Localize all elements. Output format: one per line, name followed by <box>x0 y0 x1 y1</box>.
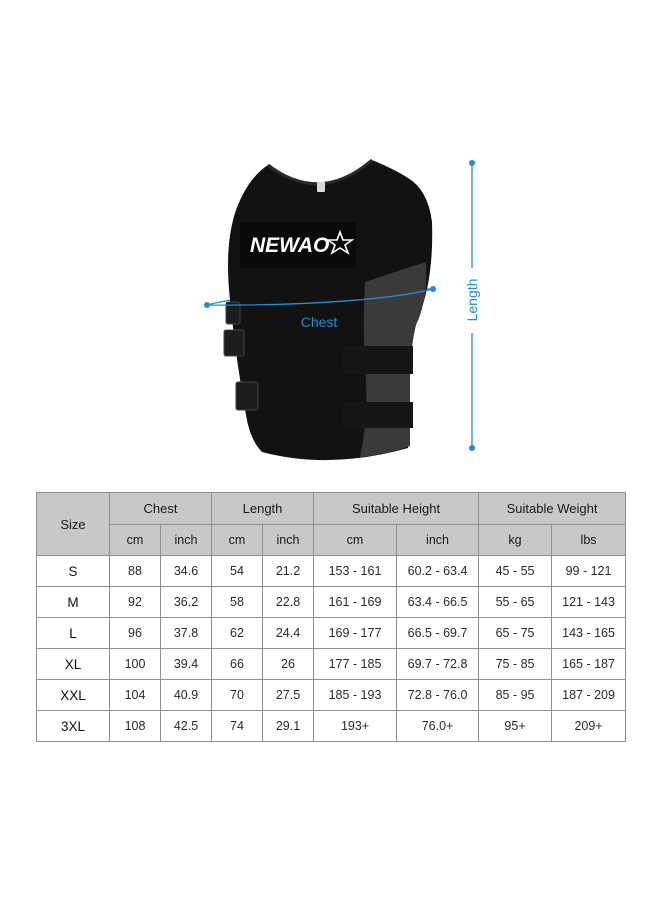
table-cell: 161 - 169 <box>314 587 397 618</box>
table-row <box>37 587 626 618</box>
length-dot-bottom <box>469 445 475 451</box>
length-dot-top <box>469 160 475 166</box>
table-cell: 143 - 165 <box>552 618 626 649</box>
table-cell: 37.8 <box>161 618 212 649</box>
table-cell: 187 - 209 <box>552 680 626 711</box>
table-cell: 153 - 161 <box>314 556 397 587</box>
buckle-middle <box>224 330 244 356</box>
table-cell: 34.6 <box>161 556 212 587</box>
table-cell: 70 <box>212 680 263 711</box>
table-header-row <box>37 493 626 525</box>
brand-logo: NEWAO <box>250 234 330 257</box>
table-cell: 96 <box>110 618 161 649</box>
table-cell: 69.7 - 72.8 <box>397 649 479 680</box>
table-cell: 39.4 <box>161 649 212 680</box>
table-cell: 100 <box>110 649 161 680</box>
table-cell: 29.1 <box>263 711 314 742</box>
table-cell: 193+ <box>314 711 397 742</box>
table-cell: 104 <box>110 680 161 711</box>
table-cell: 36.2 <box>161 587 212 618</box>
table-cell: 27.5 <box>263 680 314 711</box>
size-cell: XXL <box>37 680 110 711</box>
table-cell: 209+ <box>552 711 626 742</box>
size-cell: S <box>37 556 110 587</box>
table-cell: 66.5 - 69.7 <box>397 618 479 649</box>
table-cell: 62 <box>212 618 263 649</box>
size-chart-table <box>36 492 626 742</box>
table-cell: 21.2 <box>263 556 314 587</box>
size-cell: 3XL <box>37 711 110 742</box>
table-cell: 92 <box>110 587 161 618</box>
chest-header: Chest <box>110 493 212 525</box>
buckle-bottom <box>236 382 258 410</box>
table-cell: 45 - 55 <box>479 556 552 587</box>
table-row <box>37 649 626 680</box>
table-cell: 108 <box>110 711 161 742</box>
unit-header: inch <box>263 525 314 556</box>
unit-header: kg <box>479 525 552 556</box>
size-cell: XL <box>37 649 110 680</box>
side-strap-lower <box>343 402 413 428</box>
table-cell: 65 - 75 <box>479 618 552 649</box>
table-cell: 60.2 - 63.4 <box>397 556 479 587</box>
table-cell: 42.5 <box>161 711 212 742</box>
table-cell: 74 <box>212 711 263 742</box>
length-header: Length <box>212 493 314 525</box>
zipper-pull <box>317 182 325 192</box>
table-cell: 165 - 187 <box>552 649 626 680</box>
length-dimension <box>464 160 480 451</box>
table-cell: 54 <box>212 556 263 587</box>
table-unit-row <box>37 525 626 556</box>
table-cell: 55 - 65 <box>479 587 552 618</box>
table-cell: 85 - 95 <box>479 680 552 711</box>
chest-dot-right <box>430 286 436 292</box>
table-cell: 22.8 <box>263 587 314 618</box>
size-cell: M <box>37 587 110 618</box>
table-cell: 63.4 - 66.5 <box>397 587 479 618</box>
unit-header: cm <box>314 525 397 556</box>
unit-header: cm <box>212 525 263 556</box>
size-cell: L <box>37 618 110 649</box>
table-cell: 121 - 143 <box>552 587 626 618</box>
table-cell: 169 - 177 <box>314 618 397 649</box>
table-cell: 185 - 193 <box>314 680 397 711</box>
height-header: Suitable Height <box>314 493 479 525</box>
chest-dot-left <box>204 302 210 308</box>
table-cell: 40.9 <box>161 680 212 711</box>
table-cell: 58 <box>212 587 263 618</box>
table-cell: 75 - 85 <box>479 649 552 680</box>
weight-header: Suitable Weight <box>479 493 626 525</box>
size-header: Size <box>37 493 110 556</box>
table-cell: 88 <box>110 556 161 587</box>
table-cell: 95+ <box>479 711 552 742</box>
table-cell: 177 - 185 <box>314 649 397 680</box>
table-row <box>37 556 626 587</box>
unit-header: cm <box>110 525 161 556</box>
unit-header: lbs <box>552 525 626 556</box>
length-label: Length <box>464 278 480 322</box>
table-cell: 99 - 121 <box>552 556 626 587</box>
life-vest <box>224 160 432 460</box>
table-cell: 66 <box>212 649 263 680</box>
table-row <box>37 711 626 742</box>
unit-header: inch <box>161 525 212 556</box>
side-strap-upper <box>343 346 413 374</box>
table-row <box>37 618 626 649</box>
table-cell: 72.8 - 76.0 <box>397 680 479 711</box>
unit-header: inch <box>397 525 479 556</box>
table-cell: 24.4 <box>263 618 314 649</box>
table-row <box>37 680 626 711</box>
chest-label: Chest <box>300 314 338 330</box>
table-cell: 76.0+ <box>397 711 479 742</box>
table-cell: 26 <box>263 649 314 680</box>
